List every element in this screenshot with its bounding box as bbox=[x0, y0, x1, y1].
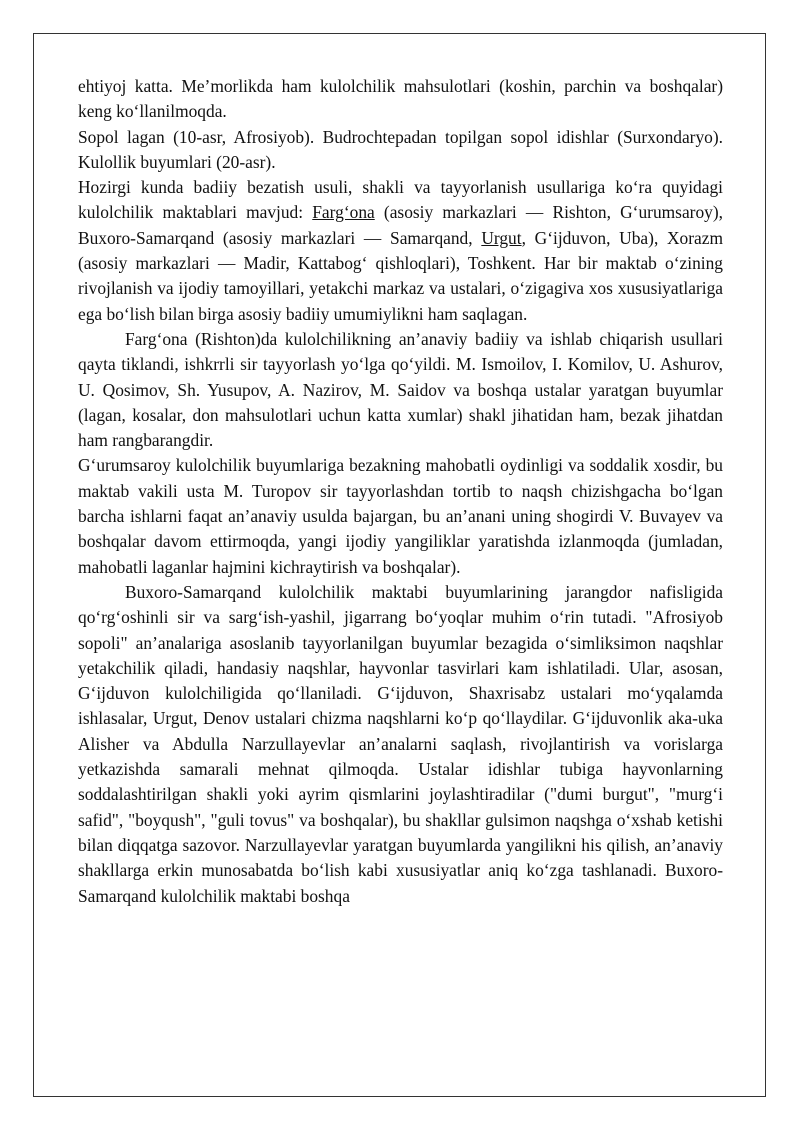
paragraph-text: ehtiyoj katta. Me’morlikda ham kulolchilik mahsulotlari (koshin, parchin va boshqalar) keng ko‘llanilmoqda. bbox=[78, 76, 723, 122]
paragraph-text: Buxoro-Samarqand kulolchilik maktabi buyumlarining jarangdor nafisligida qo‘rg‘oshinli sir va sarg‘ish-yashil, jigarrang bo‘yoqlar muhim o‘rin tutadi. "Afrosiyob sopoli" an’analariga asoslanib tayyorlanilgan buyumlar bezagida o‘simliksimon naqshlar yetakchilik qiladi, handasiy naqshlar, hayvonlar tasvirlari kam ishlatiladi. Ular, asosan, G‘ijduvon kulolchiligida qo‘llaniladi. G‘ijduvon, Shaxrisabz ustalari mo‘yqalamda ishlasalar, Urgut, Denov ustalari chizma naqshlarni ko‘p qo‘llaydilar. G‘ijduvonlik aka-uka Alisher va Abdulla Narzullayevlar an’analarni saqlash, rivojlantirish va vorislarga yetkazishda samarali mehnat qilmoqda. Ustalar idishlar tubiga hayvonlarning soddalashtirilgan shakli yoki ayrim qismlarini joylashtiradilar ("dumi burgut", "murg‘i safid", "boyqush", "guli tovus" va boshqalar), bu shakllar gulsimon naqshga o‘xshab ketishi bilan diqqatga sazovor. Narzullayevlar yaratgan buyumlarda yangilikni his qilish, an’anaviy shakllarga erkin munosabatda bo‘lish kabi xususiyatlar aniq ko‘zga tashlanadi. Buxoro-Samarqand kulolchilik maktabi boshqa bbox=[78, 581, 723, 906]
paragraph bbox=[78, 74, 723, 125]
paragraph-text: , G‘ijduvon, Uba), Xorazm (asosiy markazlari — Madir, Kattabog‘ qishloqlari), Toshkent. Har bir maktab o‘zining rivojlanish va ijodiy tamoyillari, yetakchi markaz va ustalari, o‘zigagiva xos xususiyatlariga ega bo‘lish bilan birga asosiy badiiy umumiylikni ham saqlagan. bbox=[78, 227, 724, 324]
hyperlink[interactable]: Urgut bbox=[481, 227, 522, 248]
paragraph bbox=[78, 580, 723, 909]
paragraph-text: Sopol lagan (10-asr, Afrosiyob). Budrochtepadan topilgan sopol idishlar (Surxondaryo). Kulollik buyumlari (20-asr). bbox=[78, 126, 723, 172]
paragraph-text: Farg‘ona (Rishton)da kulolchilikning an’anaviy badiiy va ishlab chiqarish usullari qayta tiklandi, ishkrrli sir tayyorlash yo‘lga qo‘yildi. M. Ismoilov, I. Komilov, U. Ashurov, U. Qosimov, Sh. Yusupov, A. Nazirov, M. Saidov va boshqa ustalar yaratgan buyumlar (lagan, kosalar, don mahsulotlari uchun katta xumlar) shakl jihatidan ham, bezak jihatdan ham rangbarangdir. bbox=[78, 328, 723, 451]
paragraph-text: (asosiy markazlari — Rishton, G‘urumsaroy), Buxoro-Samarqand (asosiy markazlari — Samarqand, bbox=[78, 202, 723, 248]
paragraph bbox=[78, 125, 723, 176]
hyperlink[interactable]: Farg‘ona bbox=[312, 202, 375, 223]
paragraph bbox=[78, 327, 723, 453]
paragraph bbox=[78, 175, 723, 327]
document-body bbox=[78, 74, 723, 909]
paragraph-text: G‘urumsaroy kulolchilik buyumlariga bezakning mahobatli oydinligi va soddalik xosdir, bu maktab vakili usta M. Turopov sir tayyorlashdan tortib to naqsh chizishgacha bo‘lgan barcha ishlarni faqat an’anaviy usulda bajargan, bu an’anani uning shogirdi V. Buvayev va boshqalar davom ettirmoqda, yangi ijodiy yangiliklar yaratishda izlanmoqda (jumladan, mahobatli laganlar hajmini kichraytirish va boshqalar). bbox=[78, 455, 723, 577]
paragraph bbox=[78, 453, 723, 579]
paragraph-text: Hozirgi kunda badiiy bezatish usuli, shakli va tayyorlanish usullariga ko‘ra quyidagi kulolchilik maktablari mavjud: bbox=[78, 177, 723, 223]
